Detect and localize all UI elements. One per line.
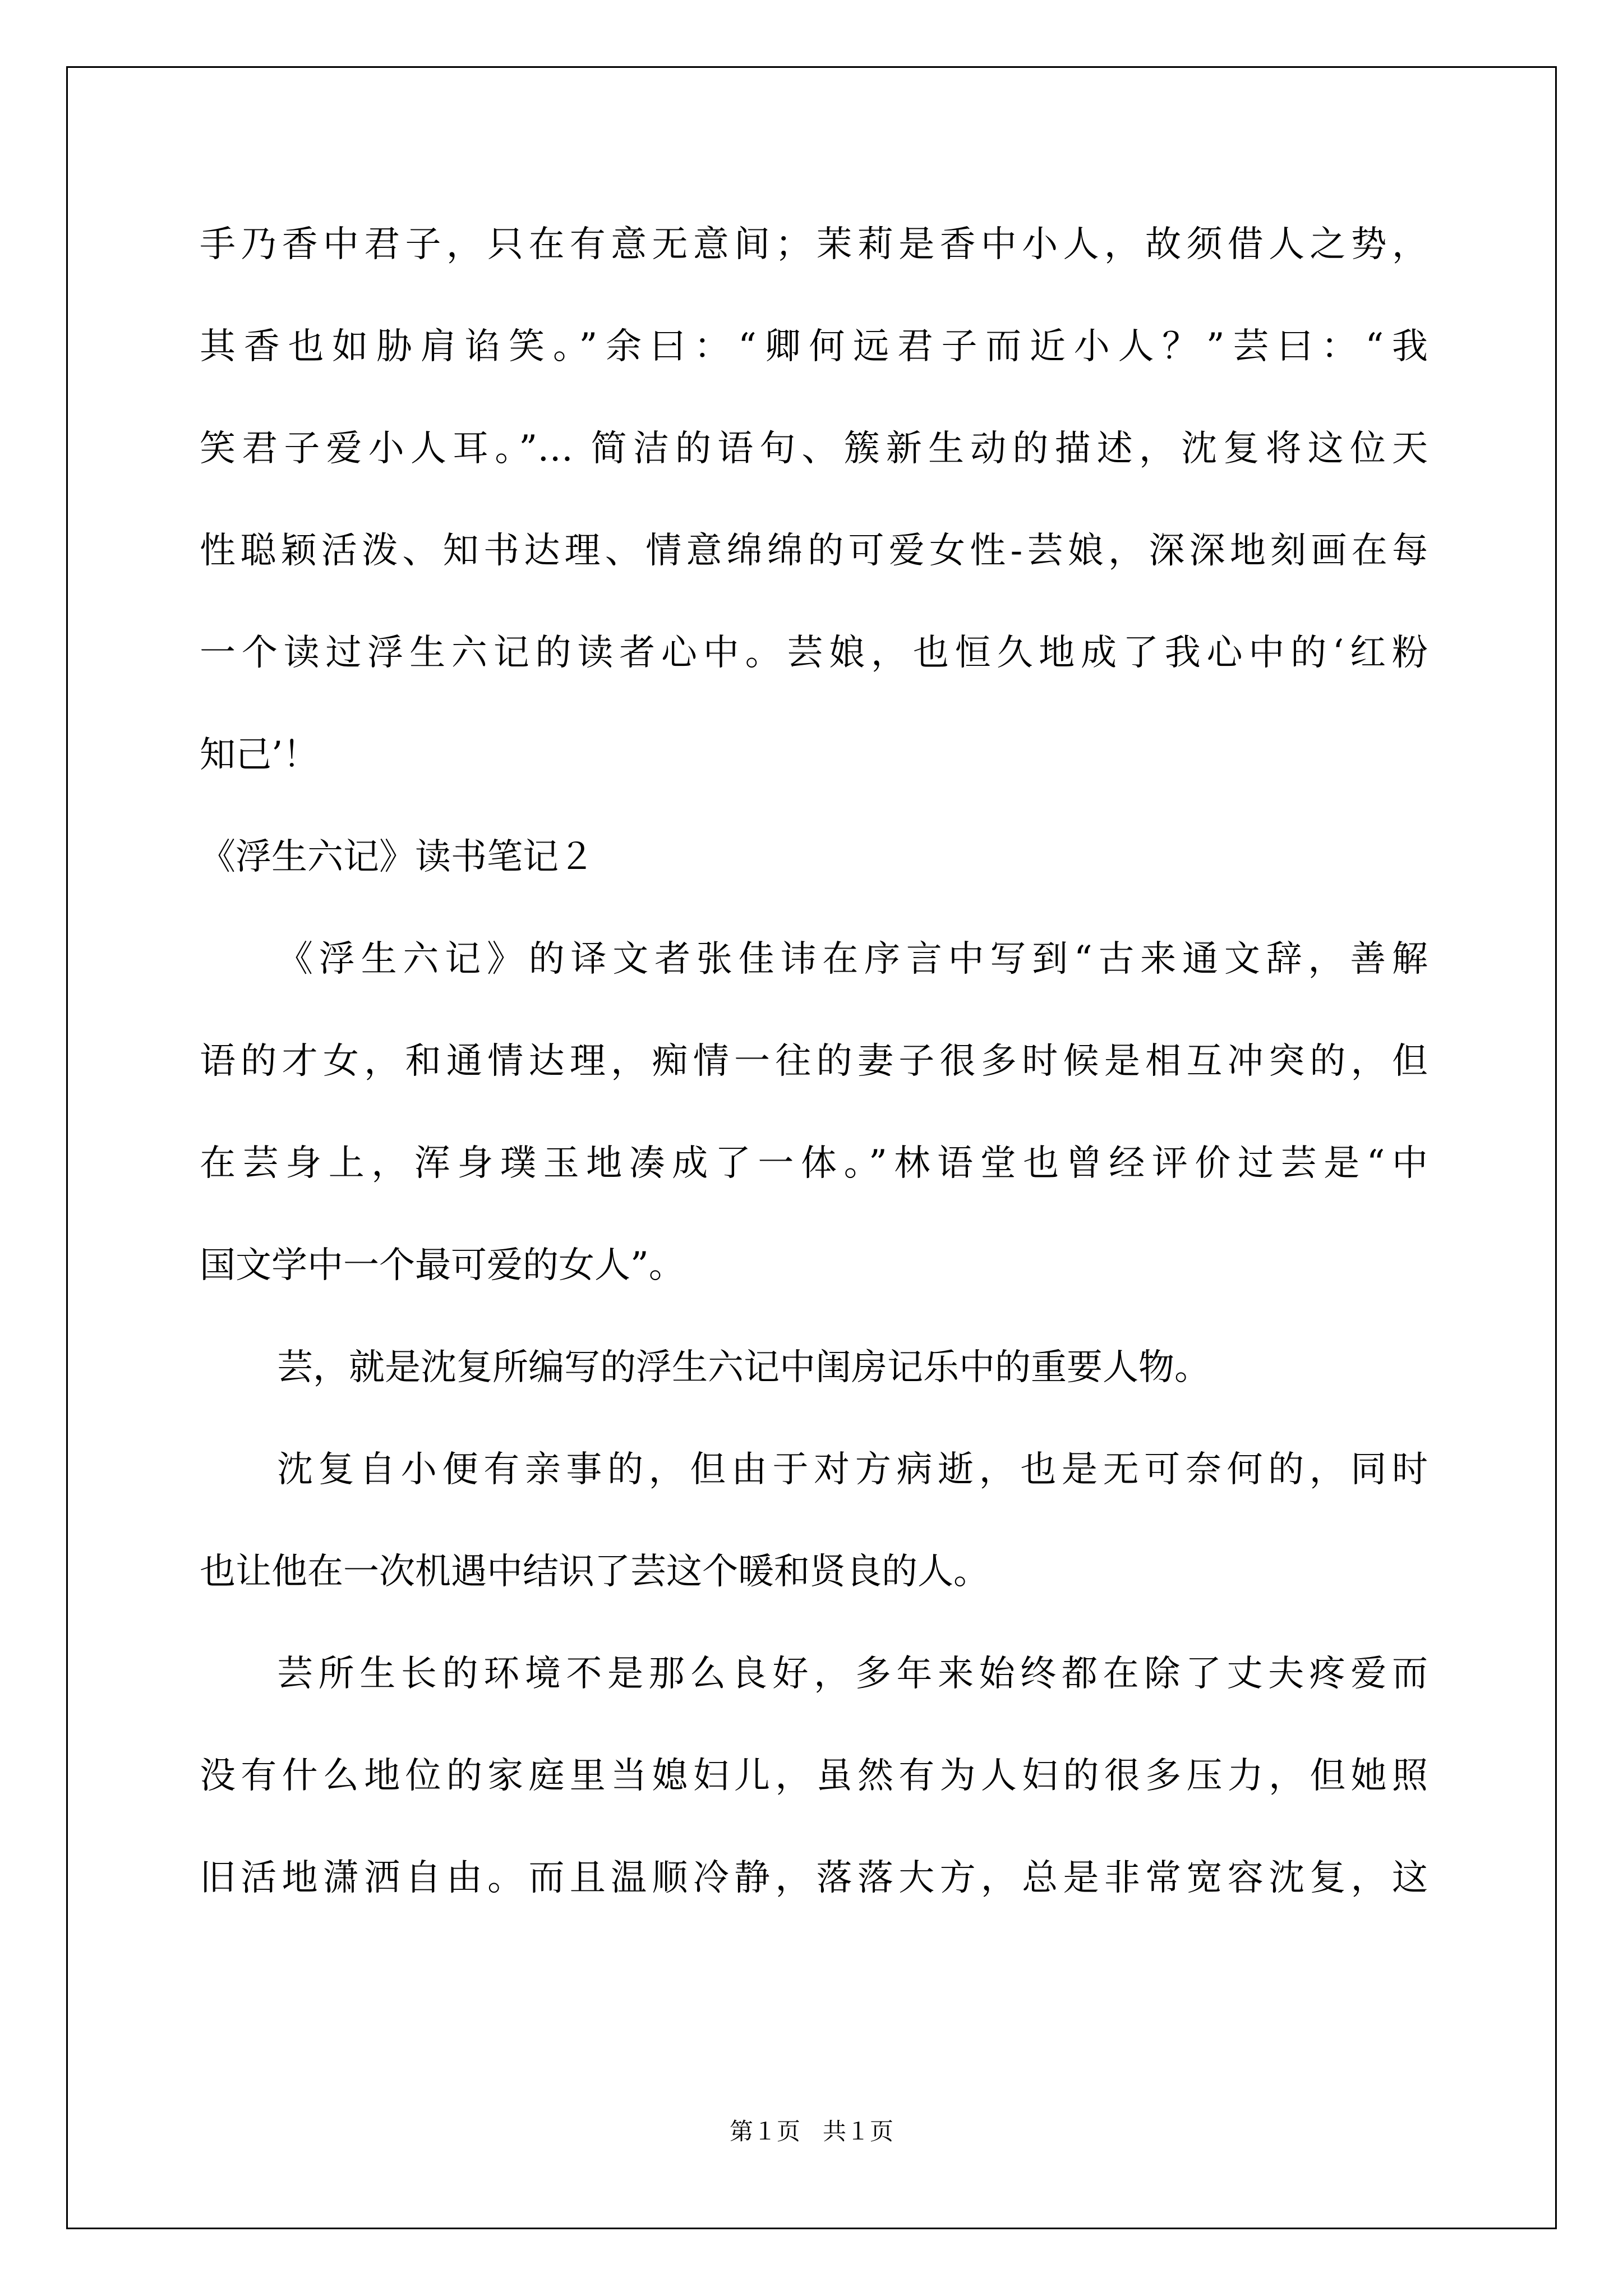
text-line: 芸，就是沈复所编写的浮生六记中闺房记乐中的重要人物。 [277, 1347, 1210, 1388]
page-number-footer: 第１页 共１页 [729, 2118, 894, 2145]
document-body [200, 194, 1428, 1929]
text-line: 其香也如胁肩谄笑。”余曰：“卿何远君子而近小人？”芸曰：“我 [200, 326, 1428, 367]
text-line: 手乃香中君子，只在有意无意间；茉莉是香中小人，故须借人之势， [200, 224, 1428, 265]
text-line: 没有什么地位的家庭里当媳妇儿，虽然有为人妇的很多压力，但她照 [200, 1755, 1428, 1797]
text-line: 语的才女，和通情达理，痴情一往的妻子很多时候是相互冲突的，但 [200, 1041, 1428, 1082]
text-line: 在芸身上，浑身璞玉地凑成了一体。”林语堂也曾经评价过芸是“中 [200, 1143, 1428, 1184]
text-line: 芸所生长的环境不是那么良好，多年来始终都在除了丈夫疼爱而 [277, 1653, 1428, 1695]
text-line: 国文学中一个最可爱的女人”。 [200, 1245, 685, 1286]
text-line: 笑君子爱小人耳。”… 简洁的语句、簇新生动的描述，沈复将这位天 [200, 428, 1428, 470]
text-line: 旧活地潇洒自由。而且温顺冷静，落落大方，总是非常宽容沈复，这 [200, 1857, 1428, 1899]
text-line: 也让他在一次机遇中结识了芸这个暖和贤良的人。 [200, 1551, 989, 1593]
text-line: 沈复自小便有亲事的，但由于对方病逝，也是无可奈何的，同时 [277, 1449, 1428, 1490]
text-line: 知己’！ [200, 734, 319, 776]
text-line: 一个读过浮生六记的读者心中。芸娘，也恒久地成了我心中的‘红粉 [200, 632, 1428, 674]
text-line: 性聪颖活泼、知书达理、情意绵绵的可爱女性-芸娘，深深地刻画在每 [200, 530, 1428, 572]
text-line: 《浮生六记》的译文者张佳讳在序言中写到“古来通文辞，善解 [277, 938, 1428, 980]
section-heading: 《浮生六记》读书笔记２ [200, 836, 594, 878]
